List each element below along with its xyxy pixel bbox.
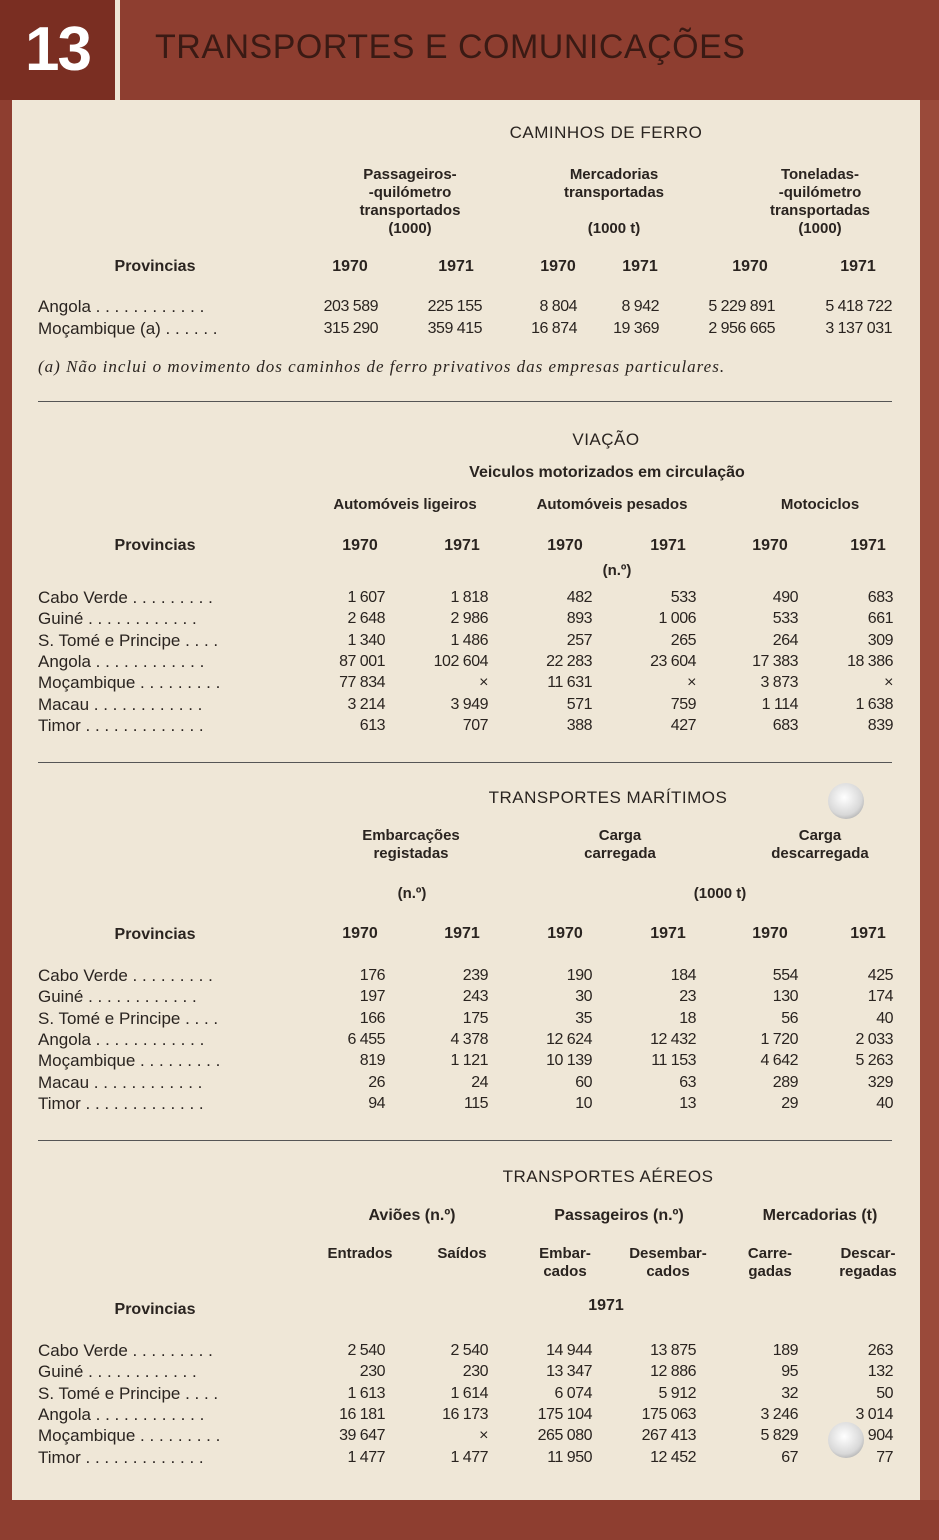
table-cell: 10 139 bbox=[546, 1052, 592, 1070]
table-cell: 1 818 bbox=[450, 589, 488, 606]
year-header: 1970 bbox=[332, 258, 368, 275]
table-cell: 819 bbox=[359, 1052, 385, 1070]
group-header: Motociclos bbox=[780, 496, 860, 513]
sub-header: Desembar- cados bbox=[629, 1245, 707, 1280]
table-cell: 13 875 bbox=[650, 1342, 696, 1359]
table-cell: 3 014 bbox=[855, 1405, 893, 1423]
table-cell: 23 bbox=[679, 988, 696, 1006]
year-header: 1971 bbox=[840, 258, 876, 275]
table-cell: 12 886 bbox=[650, 1363, 696, 1381]
table-cell: 533 bbox=[772, 610, 798, 628]
table-cell: 1 114 bbox=[761, 695, 798, 713]
table-cell: 388 bbox=[566, 716, 592, 734]
year-header: 1971 bbox=[438, 258, 474, 275]
table-cell: 1 340 bbox=[347, 631, 385, 649]
punch-hole bbox=[828, 1422, 864, 1458]
table-cell: 18 386 bbox=[847, 652, 893, 670]
table-cell: 359 415 bbox=[427, 320, 482, 337]
table-cell: 264 bbox=[772, 631, 798, 649]
row-label: Cabo Verde . . . . . . . . . bbox=[38, 1341, 213, 1360]
year-header: 1970 bbox=[342, 537, 378, 554]
section-title: TRANSPORTES MARÍTIMOS bbox=[488, 788, 728, 807]
table-cell: 60 bbox=[575, 1073, 592, 1091]
section-subtitle: Veiculos motorizados em circulação bbox=[469, 464, 745, 481]
table-cell: 225 155 bbox=[427, 298, 482, 315]
table-cell: 13 347 bbox=[546, 1363, 592, 1381]
table-cell: 11 153 bbox=[651, 1052, 696, 1070]
table-cell: 1 477 bbox=[450, 1448, 488, 1466]
table-cell: 10 bbox=[575, 1094, 592, 1112]
table-cell: 3 246 bbox=[760, 1405, 798, 1423]
table-cell: 12 624 bbox=[546, 1030, 592, 1048]
row-label: S. Tomé e Principe . . . . bbox=[38, 630, 219, 650]
footnote: (a) Não inclui o movimento dos caminhos de ferro privativos das empresas particulares. bbox=[38, 357, 726, 376]
table-cell: 175 104 bbox=[537, 1405, 592, 1423]
year-header: 1971 bbox=[622, 258, 658, 275]
year-header: 1970 bbox=[752, 537, 788, 554]
unit-label: (1000 t) bbox=[693, 885, 747, 902]
table-cell: 533 bbox=[670, 589, 696, 606]
table-cell: 18 bbox=[679, 1009, 696, 1027]
table-cell: 707 bbox=[462, 716, 488, 734]
divider bbox=[38, 762, 892, 763]
table-cell: 3 873 bbox=[760, 674, 798, 692]
table-cell: 263 bbox=[867, 1342, 893, 1359]
table-cell: 427 bbox=[670, 716, 696, 734]
table-cell: 39 647 bbox=[339, 1427, 385, 1445]
page-edge bbox=[920, 100, 939, 1500]
table-cell: 2 540 bbox=[450, 1342, 488, 1359]
table-cell: 77 bbox=[876, 1448, 893, 1466]
year-header: 1971 bbox=[588, 1297, 624, 1314]
table-cell: 230 bbox=[359, 1363, 385, 1381]
row-label: Angola . . . . . . . . . . . . bbox=[38, 1404, 205, 1424]
table-cell: 1 720 bbox=[760, 1030, 798, 1048]
group-header: Carga carregada bbox=[584, 827, 656, 862]
table-cell: 2 540 bbox=[347, 1342, 385, 1359]
section-title: CAMINHOS DE FERRO bbox=[509, 123, 703, 142]
table-cell: 184 bbox=[670, 967, 696, 984]
chapter-number: 13 bbox=[0, 0, 115, 100]
row-label: Cabo Verde . . . . . . . . . bbox=[38, 588, 213, 607]
table-cell: 257 bbox=[566, 631, 592, 649]
row-label: Timor . . . . . . . . . . . . . bbox=[38, 1447, 204, 1467]
year-header: 1971 bbox=[650, 537, 686, 554]
table-cell: 315 290 bbox=[323, 320, 378, 337]
table-cell: 5 418 722 bbox=[825, 298, 892, 315]
table-cell: 482 bbox=[566, 589, 592, 606]
table-cell: 289 bbox=[772, 1073, 798, 1091]
year-header: 1970 bbox=[342, 925, 378, 942]
group-header: Aviões (n.º) bbox=[368, 1207, 456, 1224]
table-cell: 176 bbox=[359, 967, 385, 984]
table-cell: 203 589 bbox=[323, 298, 378, 315]
table-cell: 12 432 bbox=[650, 1030, 696, 1048]
row-label: S. Tomé e Principe . . . . bbox=[38, 1383, 219, 1403]
table-cell: 29 bbox=[781, 1094, 798, 1112]
table-cell: 1 477 bbox=[347, 1448, 385, 1466]
table-cell: 50 bbox=[876, 1384, 893, 1402]
table-cell: 175 063 bbox=[641, 1405, 696, 1423]
section-title: VIAÇÃO bbox=[572, 430, 640, 449]
unit-label: (n.º) bbox=[602, 562, 632, 579]
provincias-header: Provincias bbox=[114, 258, 196, 275]
table-cell: 13 bbox=[679, 1094, 696, 1112]
table-cell: 2 956 665 bbox=[708, 320, 775, 337]
row-label: Angola . . . . . . . . . . . . bbox=[38, 297, 205, 316]
table-cell: 95 bbox=[781, 1363, 798, 1381]
table-cell: 56 bbox=[781, 1009, 798, 1027]
group-header: Toneladas- -quilómetro transportadas (1000) bbox=[769, 166, 871, 237]
table-cell: 190 bbox=[566, 967, 592, 984]
table-cell: 189 bbox=[772, 1342, 798, 1359]
table-cell: 243 bbox=[462, 988, 488, 1006]
sub-header: Entrados bbox=[327, 1245, 393, 1262]
row-label: Timor . . . . . . . . . . . . . bbox=[38, 715, 204, 735]
row-label: Moçambique . . . . . . . . . bbox=[38, 673, 221, 693]
row-label: Macau . . . . . . . . . . . . bbox=[38, 694, 203, 714]
table-cell: 1 607 bbox=[347, 589, 385, 606]
table-cell: 87 001 bbox=[339, 652, 385, 670]
year-header: 1971 bbox=[650, 925, 686, 942]
table-cell: 6 455 bbox=[347, 1030, 385, 1048]
table-cell: 17 383 bbox=[752, 652, 798, 670]
table-cell: 1 613 bbox=[347, 1384, 385, 1402]
table-cell: 6 074 bbox=[554, 1384, 592, 1402]
table-cell: 5 912 bbox=[658, 1384, 696, 1402]
table-cell: 554 bbox=[772, 967, 798, 984]
sub-header: Embar- cados bbox=[539, 1245, 591, 1280]
table-cell: 267 413 bbox=[641, 1427, 696, 1445]
provincias-header: Provincias bbox=[114, 926, 196, 943]
table-cell: 490 bbox=[772, 589, 798, 606]
table-cell: 115 bbox=[463, 1094, 488, 1112]
table-cell: 1 486 bbox=[450, 631, 488, 649]
table-cell: 3 137 031 bbox=[825, 320, 892, 337]
table-cell: 1 121 bbox=[450, 1052, 488, 1070]
group-header: Carga descarregada bbox=[771, 827, 869, 862]
year-header: 1970 bbox=[540, 258, 576, 275]
table-cell: 26 bbox=[368, 1073, 385, 1091]
table-cell: 2 648 bbox=[347, 610, 385, 628]
row-label: S. Tomé e Principe . . . . bbox=[38, 1008, 219, 1028]
table-cell: 8 804 bbox=[539, 298, 577, 315]
table-cell: 3 949 bbox=[450, 695, 488, 713]
year-header: 1971 bbox=[444, 537, 480, 554]
row-label: Moçambique . . . . . . . . . bbox=[38, 1051, 221, 1071]
table-cell: 67 bbox=[781, 1448, 798, 1466]
table-cell: 613 bbox=[359, 716, 385, 734]
table-cell: 904 bbox=[867, 1427, 893, 1445]
year-header: 1971 bbox=[444, 925, 480, 942]
table-cell: 16 173 bbox=[442, 1405, 488, 1423]
table-cell: 166 bbox=[359, 1009, 385, 1027]
table-cell: 309 bbox=[867, 631, 893, 649]
table-cell: 40 bbox=[876, 1009, 893, 1027]
group-header: Automóveis pesados bbox=[536, 496, 688, 513]
table-cell: 11 631 bbox=[547, 674, 592, 692]
table-cell: 661 bbox=[867, 610, 893, 628]
table-cell: 11 950 bbox=[547, 1448, 592, 1466]
table-cell: 94 bbox=[368, 1094, 385, 1112]
table-cell: 14 944 bbox=[546, 1342, 592, 1359]
table-cell: 265 bbox=[670, 631, 696, 649]
provincias-header: Provincias bbox=[114, 1301, 196, 1318]
row-label: Moçambique (a) . . . . . . bbox=[38, 319, 218, 338]
table-cell: 425 bbox=[867, 967, 893, 984]
row-label: Guiné . . . . . . . . . . . . bbox=[38, 1362, 197, 1382]
table-cell: 239 bbox=[462, 967, 488, 984]
group-header: Automóveis ligeiros bbox=[333, 496, 477, 513]
row-label: Timor . . . . . . . . . . . . . bbox=[38, 1093, 204, 1113]
table-cell: 8 942 bbox=[621, 298, 659, 315]
row-label: Angola . . . . . . . . . . . . bbox=[38, 651, 205, 671]
table-cell: 683 bbox=[772, 716, 798, 734]
sub-header: Saídos bbox=[437, 1245, 487, 1262]
table-cell: 4 378 bbox=[450, 1030, 488, 1048]
table-cell: 1 638 bbox=[855, 695, 893, 713]
row-label: Macau . . . . . . . . . . . . bbox=[38, 1072, 203, 1092]
table-cell: 5 263 bbox=[855, 1052, 893, 1070]
table-cell: 132 bbox=[867, 1363, 893, 1381]
table-cell: 329 bbox=[867, 1073, 893, 1091]
table-cell: × bbox=[479, 1427, 488, 1445]
divider bbox=[38, 1140, 892, 1141]
table-cell: 77 834 bbox=[339, 674, 385, 692]
chapter-title: TRANSPORTES E COMUNICAÇÕES bbox=[155, 28, 746, 66]
row-label: Angola . . . . . . . . . . . . bbox=[38, 1029, 205, 1049]
table-cell: 197 bbox=[359, 988, 385, 1006]
section-title: TRANSPORTES AÉREOS bbox=[502, 1167, 714, 1186]
divider bbox=[38, 401, 892, 402]
unit-label: (n.º) bbox=[397, 885, 427, 902]
table-cell: 16 874 bbox=[531, 320, 577, 337]
row-label: Guiné . . . . . . . . . . . . bbox=[38, 987, 197, 1007]
table-cell: 30 bbox=[575, 988, 592, 1006]
table-cell: 230 bbox=[462, 1363, 488, 1381]
table-cell: 2 986 bbox=[450, 610, 488, 628]
table-cell: 839 bbox=[867, 716, 893, 734]
group-header: Passageiros- -quilómetro transportados (1000) bbox=[359, 166, 461, 237]
table-cell: 24 bbox=[471, 1073, 488, 1091]
table-cell: 40 bbox=[876, 1094, 893, 1112]
table-cell: 265 080 bbox=[537, 1427, 592, 1445]
table-cell: 32 bbox=[781, 1384, 798, 1402]
year-header: 1970 bbox=[752, 925, 788, 942]
provincias-header: Provincias bbox=[114, 537, 196, 554]
table-cell: 63 bbox=[679, 1073, 696, 1091]
table-cell: 174 bbox=[867, 988, 893, 1006]
table-cell: 3 214 bbox=[347, 695, 385, 713]
group-header: Mercadorias transportadas (1000 t) bbox=[563, 166, 665, 237]
row-label: Cabo Verde . . . . . . . . . bbox=[38, 966, 213, 985]
header-divider bbox=[115, 0, 120, 100]
year-header: 1971 bbox=[850, 925, 886, 942]
sub-header: Carre- gadas bbox=[747, 1245, 793, 1280]
group-header: Mercadorias (t) bbox=[762, 1207, 878, 1224]
table-cell: 893 bbox=[566, 610, 592, 628]
table-cell: 102 604 bbox=[433, 652, 488, 670]
table-cell: 683 bbox=[867, 589, 893, 606]
table-cell: 130 bbox=[772, 988, 798, 1006]
year-header: 1971 bbox=[850, 537, 886, 554]
table-cell: 175 bbox=[462, 1009, 488, 1027]
table-cell: 22 283 bbox=[546, 652, 592, 670]
sub-header: Descar- regadas bbox=[839, 1245, 897, 1280]
year-header: 1970 bbox=[547, 925, 583, 942]
table-cell: 4 642 bbox=[760, 1052, 798, 1070]
table-cell: × bbox=[884, 674, 893, 692]
table-cell: 23 604 bbox=[650, 652, 696, 670]
table-cell: 5 829 bbox=[760, 1427, 798, 1445]
table-cell: 12 452 bbox=[650, 1448, 696, 1466]
table-cell: × bbox=[479, 674, 488, 692]
year-header: 1970 bbox=[547, 537, 583, 554]
table-cell: 759 bbox=[670, 695, 696, 713]
table-cell: 1 614 bbox=[450, 1384, 488, 1402]
punch-hole bbox=[828, 783, 864, 819]
table-cell: 35 bbox=[575, 1009, 592, 1027]
year-header: 1970 bbox=[732, 258, 768, 275]
row-label: Guiné . . . . . . . . . . . . bbox=[38, 609, 197, 629]
table-cell: 5 229 891 bbox=[708, 298, 775, 315]
group-header: Embarcações registadas bbox=[362, 827, 460, 862]
table-cell: 2 033 bbox=[855, 1030, 893, 1048]
table-cell: × bbox=[687, 674, 696, 692]
table-cell: 571 bbox=[566, 695, 592, 713]
row-label: Moçambique . . . . . . . . . bbox=[38, 1426, 221, 1446]
table-cell: 19 369 bbox=[613, 320, 659, 337]
table-cell: 1 006 bbox=[658, 610, 696, 628]
table-cell: 16 181 bbox=[339, 1405, 385, 1423]
group-header: Passageiros (n.º) bbox=[554, 1207, 684, 1224]
